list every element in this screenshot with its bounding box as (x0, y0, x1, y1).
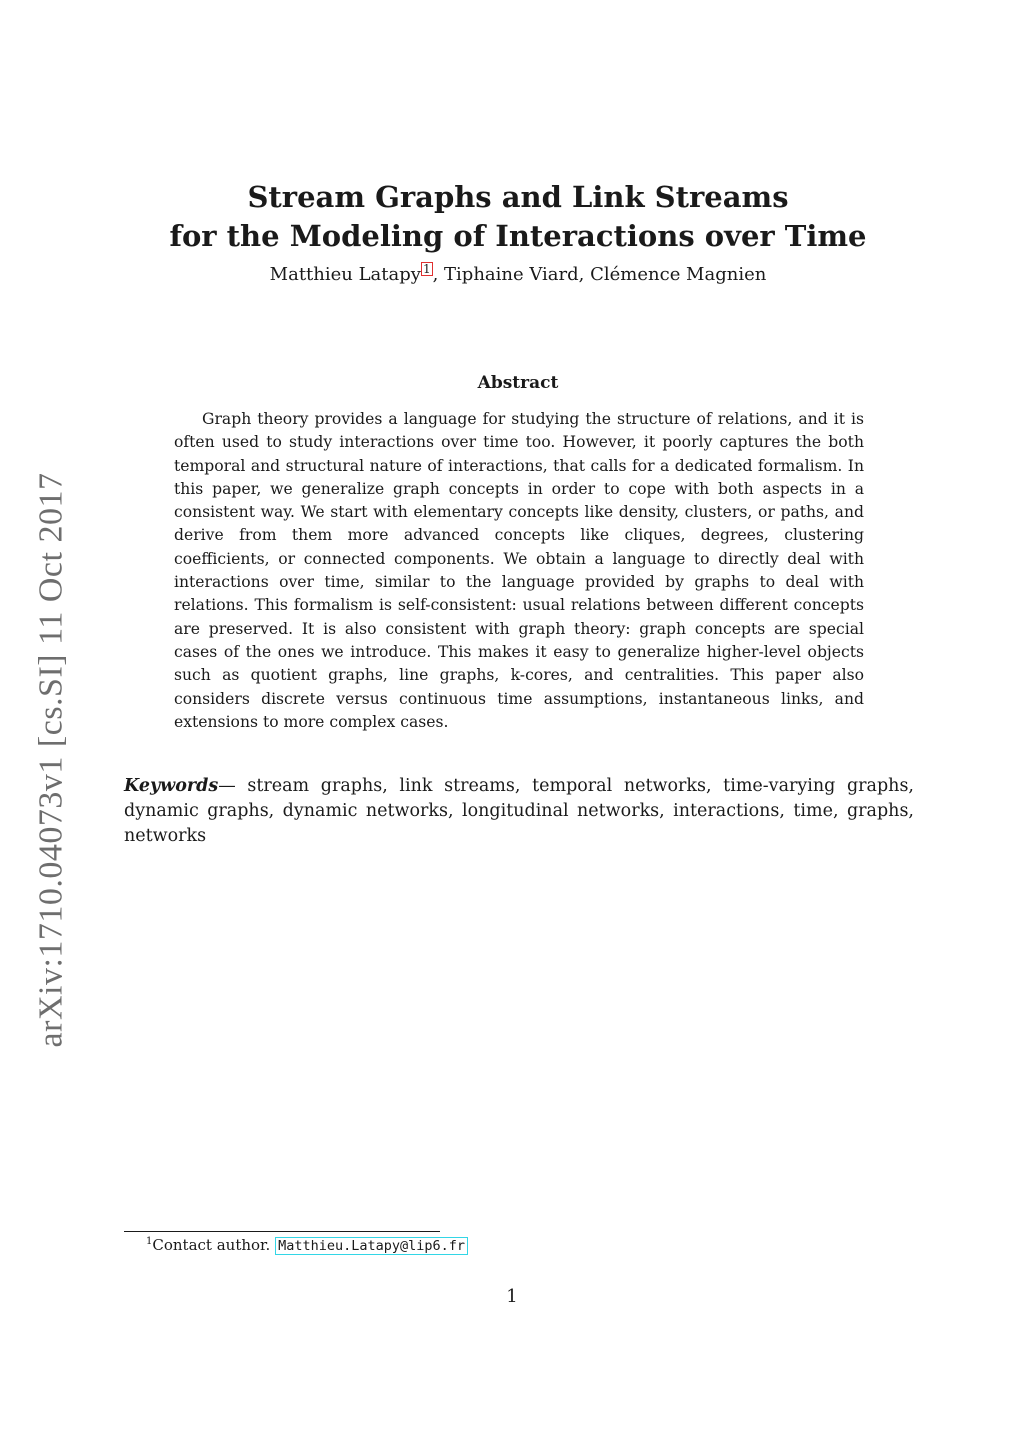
keywords-text: stream graphs, link streams, temporal networks, time-varying graphs, dynamic graphs, dynamic networks, longitudinal networks, interactions, time, graphs, networks (124, 776, 914, 846)
keywords-label: Keywords (124, 776, 219, 796)
footnote-text: Contact author. (152, 1236, 276, 1254)
footnote-link[interactable]: 1 (422, 262, 431, 276)
footnote (146, 1236, 468, 1254)
title-line-2: for the Modeling of Interactions over Time (169, 219, 867, 253)
title-line-1: Stream Graphs and Link Streams (247, 180, 789, 214)
page-number: 1 (506, 1286, 518, 1307)
email-link[interactable]: Matthieu.Latapy@lip6.fr (275, 1237, 468, 1255)
author-list (150, 262, 886, 285)
author-first: Matthieu Latapy (269, 264, 421, 285)
author-rest: , Tiphaine Viard, Clémence Magnien (432, 264, 767, 285)
arxiv-stamp (26, 470, 76, 1050)
footnote-rule (124, 1231, 440, 1232)
abstract-body: Graph theory provides a language for studying the structure of relations, and it is often used to study interactions over time too. However, it poorly captures the both temporal and structural nature of interactions, that calls for a dedicated formalism. In this paper, we generalize graph concepts in order to cope with both aspects in a consistent way. We start with elementary concepts like density, clusters, or paths, and derive from them more advanced concepts like cliques, degrees, clustering coefficients, or connected components. We obtain a language to directly deal with interactions over time, similar to the language provided by graphs to deal with relations. This formalism is self-consistent: usual relations between different concepts are preserved. It is also consistent with graph theory: graph concepts are special cases of the ones we introduce. This makes it easy to generalize higher-level objects such as quotient graphs, line graphs, k-cores, and centralities. This paper also considers discrete versus continuous time assumptions, instantaneous links, and extensions to more complex cases. (174, 410, 864, 731)
abstract-heading: Abstract (477, 373, 559, 393)
paper-title (150, 178, 886, 256)
footnote-mark: 1 (146, 1236, 153, 1247)
arxiv-stamp-text: arXiv:1710.04073v1 [cs.SI] 11 Oct 2017 (32, 472, 70, 1048)
keywords (124, 774, 914, 849)
keywords-separator: — (218, 776, 248, 796)
